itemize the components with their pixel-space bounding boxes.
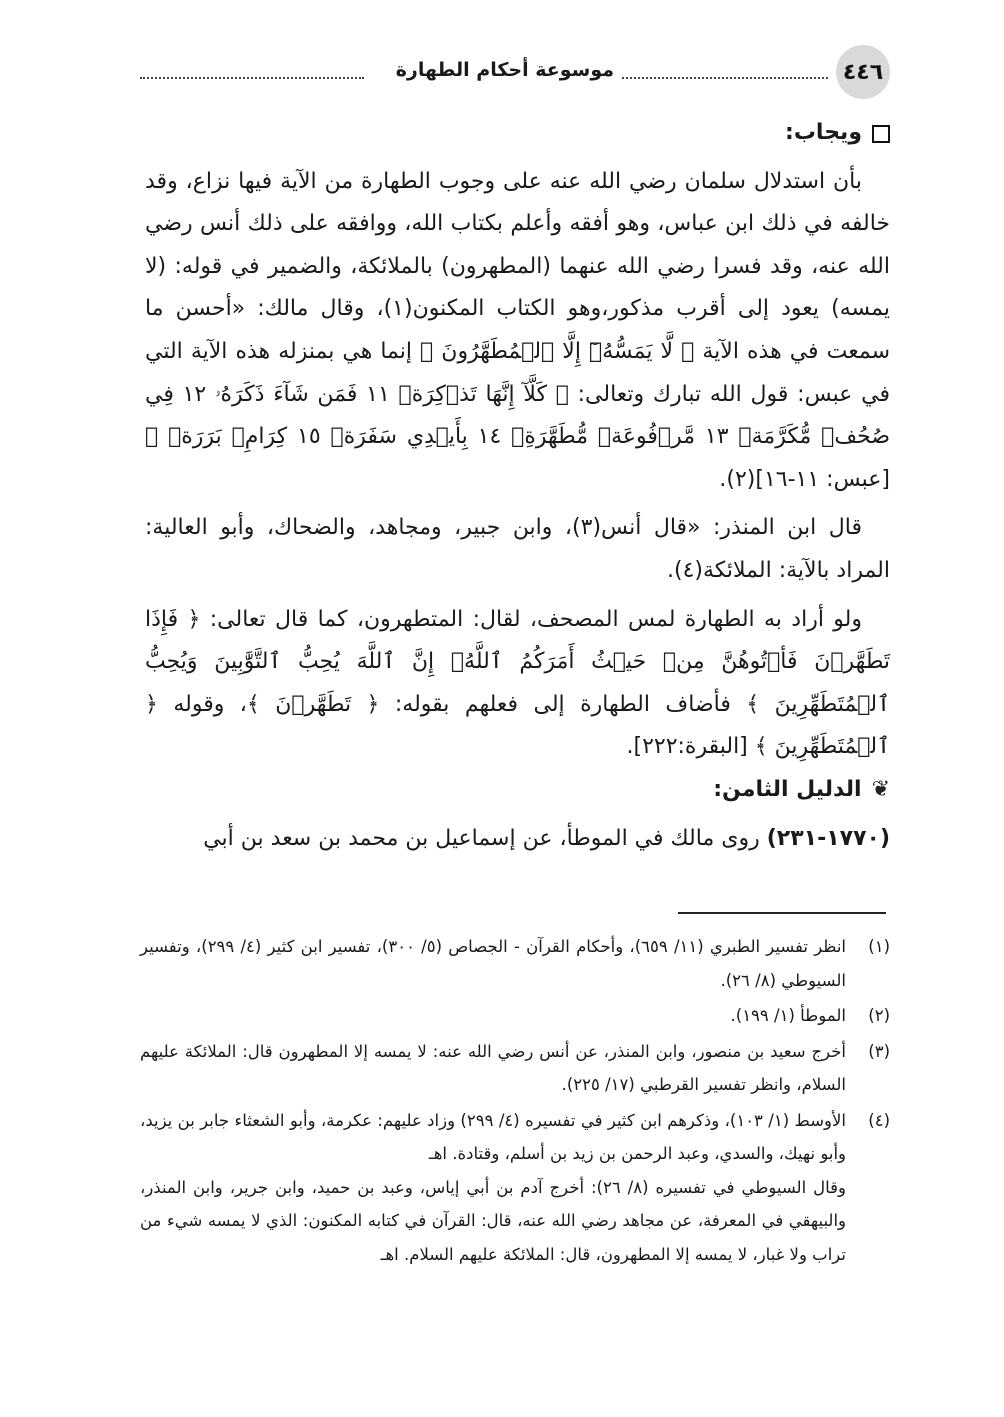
main-text bbox=[145, 112, 890, 860]
footnote-number: (٢) bbox=[868, 1006, 890, 1025]
footnote bbox=[140, 930, 890, 997]
paragraph-text: روى مالك في الموطأ، عن إسماعيل بن محمد بن سعد بن أبي bbox=[203, 825, 760, 851]
footnote bbox=[140, 1035, 890, 1102]
header-dotted-leader-right bbox=[622, 77, 828, 79]
running-title: موسوعة أحكام الطهارة bbox=[395, 59, 614, 81]
paragraph bbox=[145, 818, 890, 861]
leaf-icon: ❦ bbox=[871, 776, 890, 802]
footnote bbox=[140, 999, 890, 1033]
paragraph: ولو أراد به الطهارة لمس المصحف، لقال: المتطهرون، كما قال تعالى: ﴿ فَإِذَا تَطَهَّرۡنَ فَأۡتُوهُنَّ مِنۡ حَيۡثُ أَمَرَكُمُ ٱللَّهُۚ إِنَّ ٱللَّهَ يُحِبُّ ٱلتَّوَّٰبِينَ وَيُحِبُّ ٱلۡمُتَطَهِّرِينَ ﴾ فأضاف الطهارة إلى فعلهم بقوله: ﴿ تَطَهَّرۡنَ ﴾، وقوله ﴿ ٱلۡمُتَطَهِّرِينَ ﴾ [البقرة:٢٢٢]. bbox=[145, 606, 890, 760]
checkbox-icon bbox=[872, 125, 890, 143]
hadith-number: (١٧٧٠-٢٣١) bbox=[766, 825, 890, 851]
page-number: ٤٤٦ bbox=[836, 45, 890, 99]
footnote-separator bbox=[678, 912, 886, 914]
footnote-text-continued: وقال السيوطي في تفسيره (٨/ ٢٦): أخرج آدم بن أبي إياس، وعبد بن حميد، وابن جرير، وابن المنذر، والبيهقي في المعرفة، عن مجاهد رضي الله عنه، قال: القرآن في كتابه المكنون: الذي لا يمسه شيء من تراب ولا غبار، لا يمسه إلا المطهرون، قال: الملائكة عليهم السلام. اهـ bbox=[140, 1177, 846, 1264]
header-dotted-leader-left bbox=[140, 77, 364, 79]
page-header bbox=[140, 45, 890, 101]
footnote bbox=[140, 1104, 890, 1272]
footnote-number: (٣) bbox=[868, 1041, 890, 1061]
answer-heading bbox=[145, 112, 890, 155]
footnote-text: انظر تفسير الطبري (١١/ ٦٥٩)، وأحكام القرآن - الجصاص (٥/ ٣٠٠)، تفسير ابن كثير (٤/ ٢٩٩)، وتفسير السيوطي (٨/ ٢٦). bbox=[140, 937, 847, 990]
footnote-number: (١) bbox=[868, 937, 890, 956]
evidence-heading bbox=[145, 769, 890, 812]
paragraph: بأن استدلال سلمان رضي الله عنه على وجوب الطهارة من الآية فيها نزاع، وقد خالفه في ذلك ابن عباس، وهو أفقه وأعلم بكتاب الله، ووافقه على ذلك أنس رضي الله عنه، وقد فسرا رضي الله عنهما (المطهرون) بالملائكة، والضمير في قوله: (لا يمسه) يعود إلى أقرب مذكور،وهو الكتاب المكنون(١)، وقال مالك: «أحسن ما سمعت في هذه الآية ﴿ لَّا يَمَسُّهُۥٓ إِلَّا ٱلۡمُطَهَّرُونَ ﴾ إنما هي بمنزله هذه الآية التي في عبس: قول الله تبارك وتعالى: ﴿ كَلَّآ إِنَّهَا تَذۡكِرَةٞ ١١ فَمَن شَآءَ ذَكَرَهُۥ ١٢ فِي صُحُفٖ مُّكَرَّمَةٖ ١٣ مَّرۡفُوعَةٖ مُّطَهَّرَةِۭ ١٤ بِأَيۡدِي سَفَرَةٖ ١٥ كِرَامِۭ بَرَرَةٖ ﴾ [عبس: ١١-١٦](٢). bbox=[145, 168, 891, 492]
footnote-number: (٤) bbox=[868, 1110, 890, 1130]
paragraph: قال ابن المنذر: «قال أنس(٣)، وابن جبير، ومجاهد، والضحاك، وأبو العالية: المراد بالآية: الملائكة(٤). bbox=[145, 515, 890, 583]
answer-heading-label: ويجاب: bbox=[785, 120, 862, 145]
evidence-heading-label: الدليل الثامن: bbox=[713, 776, 862, 802]
footnote-text: أخرج سعيد بن منصور، وابن المنذر، عن أنس رضي الله عنه: لا يمسه إلا المطهرون قال: الملائكة عليهم السلام، وانظر تفسير القرطبي (١٧/ ٢٢٥). bbox=[140, 1041, 846, 1094]
footnotes bbox=[140, 930, 890, 1273]
footnote-text: الأوسط (١/ ١٠٣)، وذكرهم ابن كثير في تفسيره (٤/ ٢٩٩) وزاد عليهم: عكرمة، وأبو الشعثاء جابر بن يزيد، وأبو نهيك، والسدي، وعبد الرحمن بن زيد بن أسلم، وقتادة. اهـ bbox=[140, 1110, 846, 1163]
footnote-text: الموطأ (١/ ١٩٩). bbox=[730, 1006, 846, 1025]
footnote-text-group bbox=[140, 1104, 846, 1272]
